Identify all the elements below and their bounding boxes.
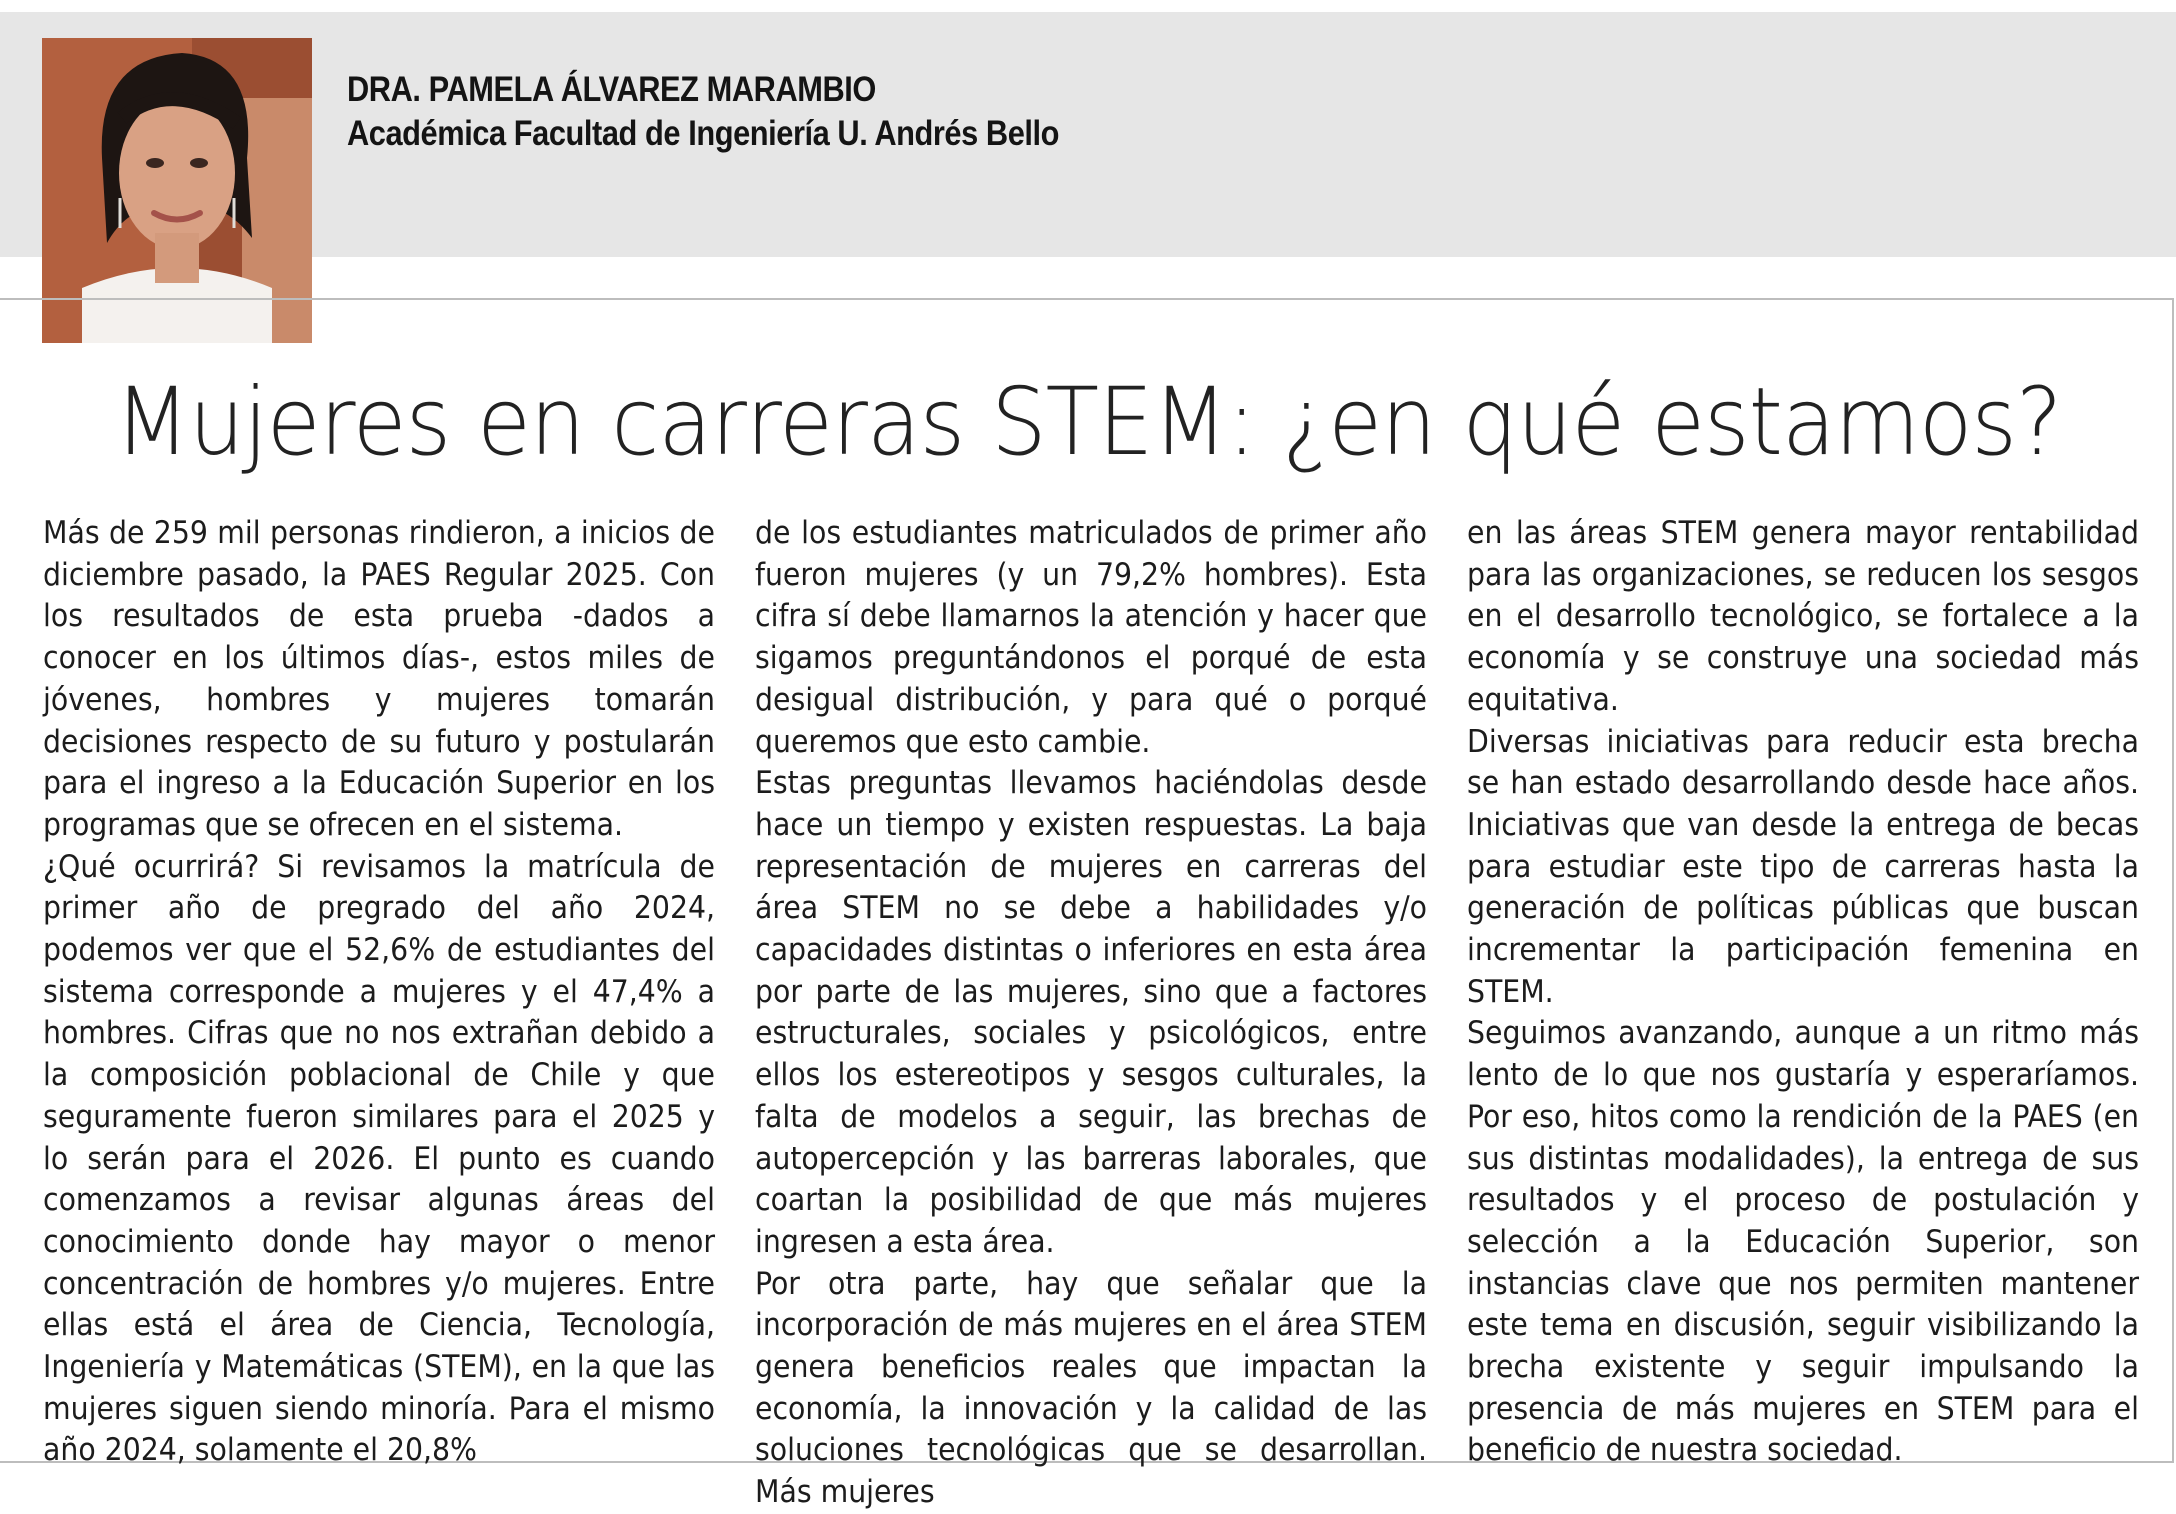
paragraph: Estas preguntas llevamos haciéndolas desde hace un tiempo y existen respuestas. La baja representación de mujeres en carreras del área STEM no se debe a habilidades y/o capacidades distintas o inferiores en esta área por parte de las mujeres, sino que a factores estructurales, sociales y psicológicos, entre ellos los estereotipos y sesgos culturales, la falta de modelos a seguir, las brechas de autopercepción y las barreras laborales, que coartan la posibilidad de que más mujeres ingresen a esta área. — [755, 765, 1427, 1260]
article-column-3 — [1467, 513, 2139, 1472]
paragraph: Seguimos avanzando, aunque a un ritmo más lento de lo que nos gustaría y esperaríamos. Por eso, hitos como la rendición de la PAES (en sus distintas modalidades), la entrega de sus resultados y el proceso de postulación y selección a la Educación Superior, son instancias clave que nos permiten mantener este tema en discusión, seguir visibilizando la brecha existente y seguir impulsando la presencia de más mujeres en STEM para el beneficio de nuestra sociedad. — [1467, 1015, 2139, 1469]
paragraph: Más de 259 mil personas rindieron, a inicios de diciembre pasado, la PAES Regular 2025. Con los resultados de esta prueba -dados a conocer en los últimos días-, estos miles de jóvenes, hombres y mujeres tomarán decisiones respecto de su futuro y postularán para el ingreso a la Educación Superior en los programas que se ofrecen en el sistema. — [43, 515, 715, 843]
paragraph: en las áreas STEM genera mayor rentabilidad para las organizaciones, se reducen los sesgos en el desarrollo tecnológico, se fortalece a la economía y se construye una sociedad más equitativa. — [1467, 515, 2139, 718]
paragraph: Diversas iniciativas para reducir esta brecha se han estado desarrollando desde hace años. Iniciativas que van desde la entrega de becas para estudiar este tipo de carreras hasta la generación de políticas públicas que buscan incrementar la participación femenina en STEM. — [1467, 723, 2139, 1010]
paragraph: de los estudiantes matriculados de primer año fueron mujeres (y un 79,2% hombres). Esta cifra sí debe llamarnos la atención y hacer que sigamos preguntándonos el porqué de esta desigual distribución, y para qué o porqué queremos que esto cambie. — [755, 515, 1427, 760]
article-title: Mujeres en carreras STEM: ¿en qué estamos? — [114, 368, 2062, 477]
author-role: Académica Facultad de Ingeniería U. Andrés Bello — [347, 114, 1060, 153]
article-column-1 — [43, 513, 715, 1472]
article-column-2 — [755, 513, 1427, 1514]
header-band — [0, 12, 2176, 257]
paragraph: Por otra parte, hay que señalar que la incorporación de más mujeres en el área STEM genera beneficios reales que impactan la economía, la innovación y la calidad de las soluciones tecnológicas que se desarrollan. Más mujeres — [755, 1265, 1427, 1511]
author-name: DRA. PAMELA ÁLVAREZ MARAMBIO — [347, 70, 876, 109]
paragraph: ¿Qué ocurrirá? Si revisamos la matrícula de primer año de pregrado del año 2024, podemos ver que el 52,6% de estudiantes del sistema corresponde a mujeres y el 47,4% a hombres. Cifras que no nos extrañan debido a la composición poblacional de Chile y que seguramente fueron similares para el 2025 y lo serán para el 2026. El punto es cuando comenzamos a revisar algunas áreas del conocimiento donde hay mayor o menor concentración de hombres y/o mujeres. Entre ellas está el área de Ciencia, Tecnología, Ingeniería y Matemáticas (STEM), en la que las mujeres siguen siendo minoría. Para el mismo año 2024, solamente el 20,8% — [43, 848, 715, 1469]
